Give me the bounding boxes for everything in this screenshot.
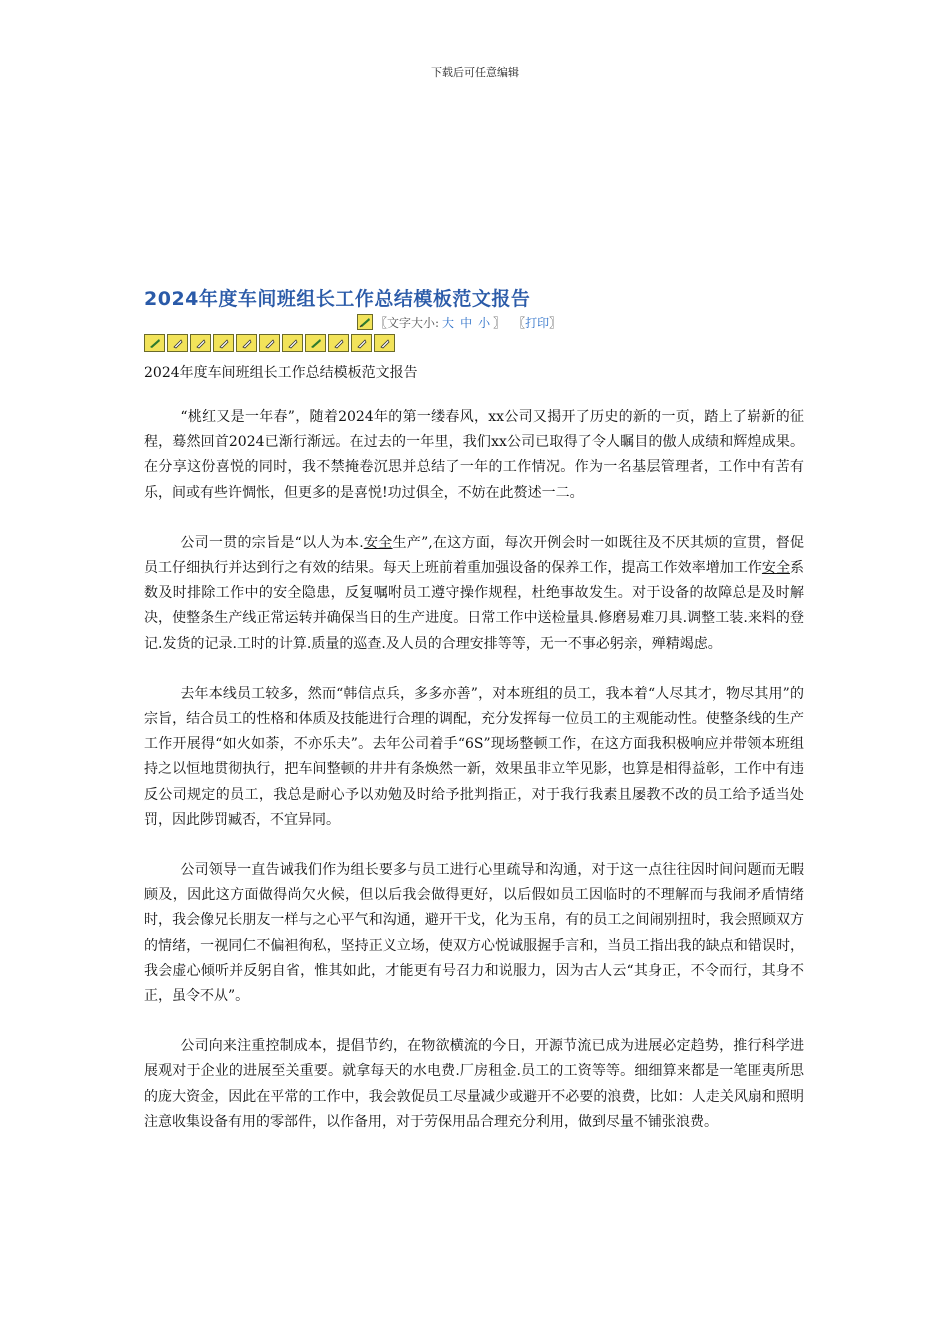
paragraph-2	[144, 531, 804, 657]
paragraph-5: 公司向来注重控制成本，提倡节约，在物欲横流的今日，开源节流已成为进展必定趋势，推行科学进展观对于企业的进展至关重要。就拿每天的水电费.厂房租金.员工的工资等等。细细算来都是一笔匪夷所思的庞大资金，因此在平常的工作中，我会敦促员工尽量减少或避开不必要的浪费，比如：人走关风扇和照明注意收集设备有用的零部件，以作备用，对于劳保用品合理充分利用，做到尽量不铺张浪费。	[144, 1038, 804, 1130]
feather-icon	[144, 334, 165, 352]
quill-icon	[167, 334, 188, 352]
header-note: 下载后可任意编辑	[431, 66, 519, 79]
feather-icon	[357, 314, 373, 330]
font-size-suffix: 〗	[493, 315, 506, 330]
paragraph-3: 去年本线员工较多，然而“韩信点兵，多多亦善”，对本班组的员工，我本着“人尽其才，物尽其用”的宗旨，结合员工的性格和体质及技能进行合理的调配，充分发挥每一位员工的主观能动性。使整条线的生产工作开展得“如火如荼，不亦乐夫”。去年公司着手“6S”现场整顿工作，在这方面我积极响应并带领本班组持之以恒地贯彻执行，把车间整顿的井井有条焕然一新，效果虽非立竿见影，也算是相得益彰，工作中有违反公司规定的员工，我总是耐心予以劝勉及时给予批判指正，对于我行我素且屡教不改的员工给予适当处罚，因此陟罚臧否，不宜异同。	[144, 685, 804, 828]
paragraph-2-part: 系数及时排除工作中的安全隐患，反复嘱咐员工遵守操作规程，杜绝事故发生。对于设备的故障总是及时解决，使整条生产线正常运转并确保当日的生产进度。日常工作中送检量具.修磨易难刀具.调整工装.来料的登记.发货的记录.工时的计算.质量的巡查.及人员的合理安排等等，无一不事必躬亲，殚精竭虑。	[144, 560, 805, 652]
article-body	[144, 405, 804, 1160]
article-subtitle: 2024年度车间班组长工作总结模板范文报告	[144, 365, 418, 381]
quill-icon	[328, 334, 349, 352]
font-size-small-link[interactable]: 小	[478, 315, 491, 330]
quill-icon	[213, 334, 234, 352]
quill-icon	[282, 334, 303, 352]
paragraph-1: “桃红又是一年春”，随着2024年的第一缕春风，xx公司又揭开了历史的新的一页，踏上了崭新的征程，蓦然回首2024已渐行渐远。在过去的一年里，我们xx公司已取得了令人瞩目的傲人成绩和辉煌成果。在分享这份喜悦的同时，我不禁掩卷沉思并总结了一年的工作情况。作为一名基层管理者，工作中有苦有乐，间或有些许惆怅，但更多的是喜悦!功过俱全，不妨在此赘述一二。	[144, 409, 804, 501]
quill-icon	[259, 334, 280, 352]
quill-icon	[190, 334, 211, 352]
quill-icon	[236, 334, 257, 352]
font-size-medium-link[interactable]: 中	[460, 315, 473, 330]
print-bracket-open: 〖	[513, 315, 526, 330]
print-bracket-close: 〗	[549, 315, 562, 330]
font-size-prefix: 〖文字大小:	[375, 315, 440, 330]
paragraph-4: 公司领导一直告诫我们作为组长要多与员工进行心里疏导和沟通，对于这一点往往因时间问题而无暇顾及，因此这方面做得尚欠火候，但以后我会做得更好，以后假如员工因临时的不理解而与我闹矛盾情绪时，我会像兄长朋友一样与之心平气和沟通，避开干戈，化为玉帛，有的员工之间闹别扭时，我会照顾双方的情绪，一视同仁不偏袒徇私，坚持正义立场，使双方心悦诚服握手言和，当员工指出我的缺点和错误时，我会虚心倾听并反躬自省，惟其如此，才能更有号召力和说服力，因为古人云“其身正，不令而行，其身不正，虽令不从”。	[144, 862, 804, 1005]
quill-icon	[351, 334, 372, 352]
font-size-toolbar	[357, 312, 561, 332]
font-size-large-link[interactable]: 大	[442, 315, 455, 330]
safety-link[interactable]: 安全	[761, 560, 791, 577]
print-link[interactable]: 打印	[525, 315, 550, 330]
article-title: 2024年度车间班组长工作总结模板范文报告	[144, 288, 531, 310]
feather-icon	[305, 334, 326, 352]
paragraph-2-part: 生产”,在这方面，每次开例会时一如既往及不厌其烦的宣贯，督促员工仔细执行并达到行之有效的结果。每天上班前着重加强设备的保养工作，提高工作效率增加工作	[144, 534, 805, 577]
paragraph-2-part: 公司一贯的宗旨是“以人为本.	[180, 534, 364, 551]
icon-row	[144, 334, 395, 352]
safety-link[interactable]: 安全	[363, 534, 393, 551]
quill-icon	[374, 334, 395, 352]
